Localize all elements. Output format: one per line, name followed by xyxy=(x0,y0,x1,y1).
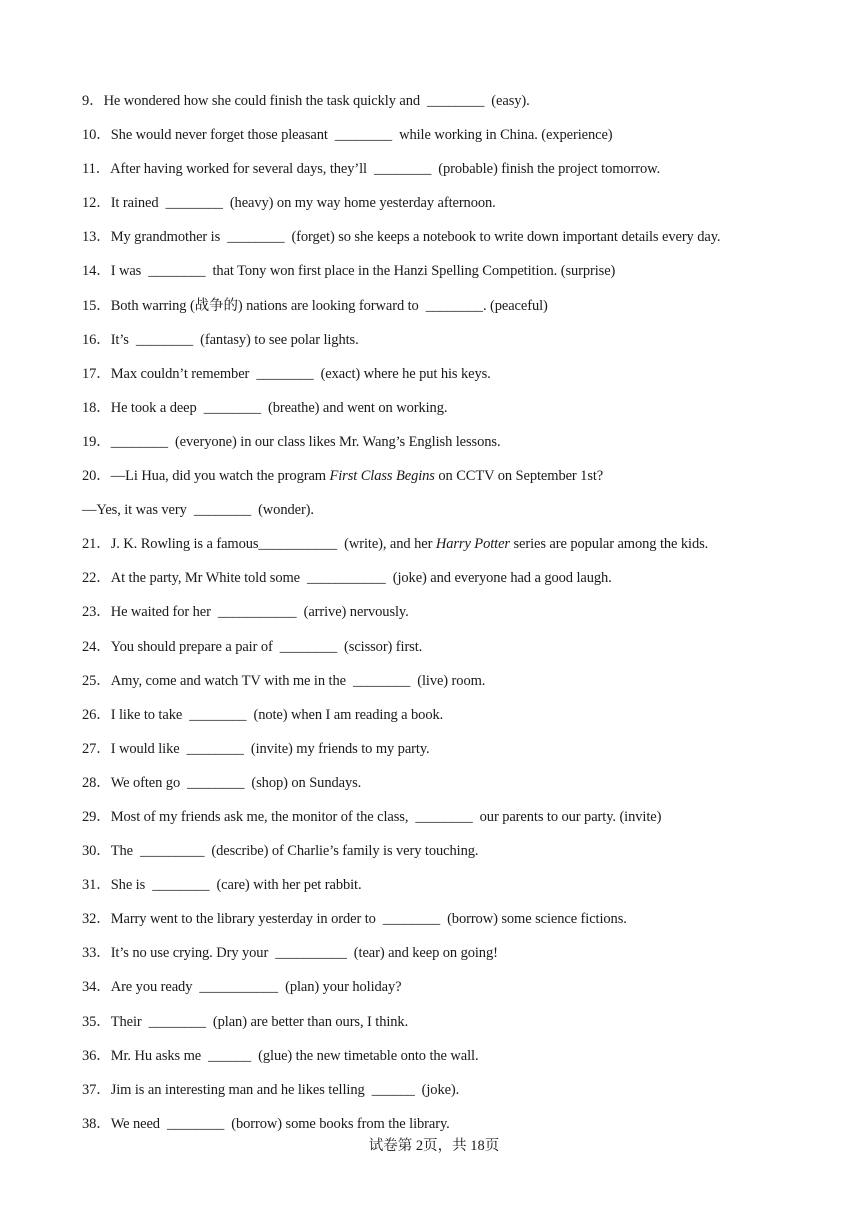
question-number: 30． xyxy=(82,843,111,860)
page-footer: 试卷第 2页，共 18页 xyxy=(368,1138,500,1154)
question-line xyxy=(82,397,828,431)
question-number: 15． xyxy=(82,297,111,314)
italic-title: First Class Begins xyxy=(329,468,435,485)
question-line xyxy=(82,499,828,533)
question-text: Their ________ (plan) are better than ours, I think. xyxy=(110,1013,409,1030)
question-line xyxy=(82,942,828,976)
question-text-before: J. K. Rowling is a famous___________ (write), and her xyxy=(110,536,436,553)
question-text: I like to take ________ (note) when I am reading a book. xyxy=(110,706,444,723)
question-text: You should prepare a pair of ________ (scissor) first. xyxy=(110,638,423,655)
question-text-after: on CCTV on September 1st? xyxy=(434,468,604,485)
question-text: Most of my friends ask me, the monitor of the class, ________ our parents to our party. (invite) xyxy=(110,808,662,825)
question-number: 35． xyxy=(82,1013,111,1030)
question-line xyxy=(82,670,828,704)
question-number: 18． xyxy=(82,399,111,416)
question-number: 9． xyxy=(82,93,104,109)
question-number: 16． xyxy=(82,331,111,348)
question-line xyxy=(82,465,828,499)
question-line xyxy=(82,295,828,329)
question-number: 22． xyxy=(82,570,111,587)
question-text: The _________ (describe) of Charlie’s family is very touching. xyxy=(110,843,479,860)
question-text: Mr. Hu asks me ______ (glue) the new timetable onto the wall. xyxy=(110,1047,479,1064)
question-number: 24． xyxy=(82,638,111,655)
question-line xyxy=(82,601,828,635)
question-number: 25． xyxy=(82,672,111,689)
question-line xyxy=(82,192,828,226)
question-line xyxy=(82,806,828,840)
question-number: 36． xyxy=(82,1047,111,1064)
question-number: 28． xyxy=(82,774,111,791)
question-line xyxy=(82,772,828,806)
question-line xyxy=(82,329,828,363)
question-text: It’s no use crying. Dry your __________ (tear) and keep on going! xyxy=(110,945,498,962)
question-number: 34． xyxy=(82,979,111,996)
question-text: Marry went to the library yesterday in order to ________ (borrow) some science fictions. xyxy=(110,911,627,928)
question-text: Are you ready ___________ (plan) your holiday? xyxy=(110,979,402,996)
question-line xyxy=(82,260,828,294)
question-line xyxy=(82,1079,828,1113)
question-number: 37． xyxy=(82,1081,111,1098)
question-line xyxy=(82,90,828,124)
question-text: He took a deep ________ (breathe) and went on working. xyxy=(110,399,448,416)
question-line xyxy=(82,1045,828,1079)
question-text: After having worked for several days, they’ll ________ (probable) finish the project tomorrow. xyxy=(110,161,661,178)
question-text: My grandmother is ________ (forget) so she keeps a notebook to write down important details every day. xyxy=(110,229,721,246)
question-text: She is ________ (care) with her pet rabbit. xyxy=(110,877,362,894)
question-text: We need ________ (borrow) some books from the library. xyxy=(110,1115,450,1132)
question-text: We often go ________ (shop) on Sundays. xyxy=(110,774,362,791)
question-number: 13． xyxy=(82,229,111,246)
question-line xyxy=(82,363,828,397)
question-number: 33． xyxy=(82,945,111,962)
question-line xyxy=(82,874,828,908)
question-text: Jim is an interesting man and he likes telling ______ (joke). xyxy=(110,1081,460,1098)
question-text-after: series are popular among the kids. xyxy=(509,536,709,553)
question-number: 32． xyxy=(82,911,111,928)
question-number: 26． xyxy=(82,706,111,723)
question-number: 12． xyxy=(82,195,111,212)
question-number: 23． xyxy=(82,604,111,621)
question-list xyxy=(82,90,828,1147)
question-number: 20． xyxy=(82,468,111,485)
question-text: At the party, Mr White told some ___________ (joke) and everyone had a good laugh. xyxy=(110,570,612,587)
question-text: —Yes, it was very ________ (wonder). xyxy=(82,502,314,519)
question-number: 31． xyxy=(82,877,111,894)
question-line xyxy=(82,1011,828,1045)
question-text-before: —Li Hua, did you watch the program xyxy=(110,468,330,485)
question-number: 17． xyxy=(82,365,111,382)
question-line xyxy=(82,226,828,260)
question-line xyxy=(82,908,828,942)
question-line xyxy=(82,738,828,772)
question-text: He waited for her ___________ (arrive) nervously. xyxy=(110,604,409,621)
question-number: 21． xyxy=(82,536,111,553)
question-line xyxy=(82,976,828,1010)
question-line xyxy=(82,567,828,601)
question-number: 14． xyxy=(82,263,111,280)
question-number: 27． xyxy=(82,740,111,757)
question-line xyxy=(82,124,828,158)
question-line xyxy=(82,158,828,192)
question-line xyxy=(82,840,828,874)
question-number: 29． xyxy=(82,808,111,825)
italic-title: Harry Potter xyxy=(435,536,510,553)
question-text: I would like ________ (invite) my friends to my party. xyxy=(110,740,430,757)
question-text: I was ________ that Tony won first place in the Hanzi Spelling Competition. (surprise) xyxy=(110,263,616,280)
question-number: 10． xyxy=(82,127,111,144)
question-text: It rained ________ (heavy) on my way home yesterday afternoon. xyxy=(110,195,496,212)
question-text: Amy, come and watch TV with me in the ________ (live) room. xyxy=(110,672,486,689)
question-line xyxy=(82,431,828,465)
question-number: 38． xyxy=(82,1115,111,1132)
question-text xyxy=(111,536,709,552)
question-text: It’s ________ (fantasy) to see polar lights. xyxy=(110,331,359,348)
question-number: 19． xyxy=(82,433,111,450)
question-line xyxy=(82,533,828,567)
question-number: 11． xyxy=(82,161,111,178)
question-text: ________ (everyone) in our class likes Mr. Wang’s English lessons. xyxy=(110,433,501,450)
question-text: He wondered how she could finish the task quickly and ________ (easy). xyxy=(103,93,530,109)
question-line xyxy=(82,636,828,670)
question-text: She would never forget those pleasant ________ while working in China. (experience) xyxy=(110,127,613,144)
question-line xyxy=(82,704,828,738)
question-text: Max couldn’t remember ________ (exact) where he put his keys. xyxy=(110,365,491,382)
question-text xyxy=(111,468,603,484)
question-text: Both warring (战争的) nations are looking forward to ________. (peaceful) xyxy=(110,297,548,314)
